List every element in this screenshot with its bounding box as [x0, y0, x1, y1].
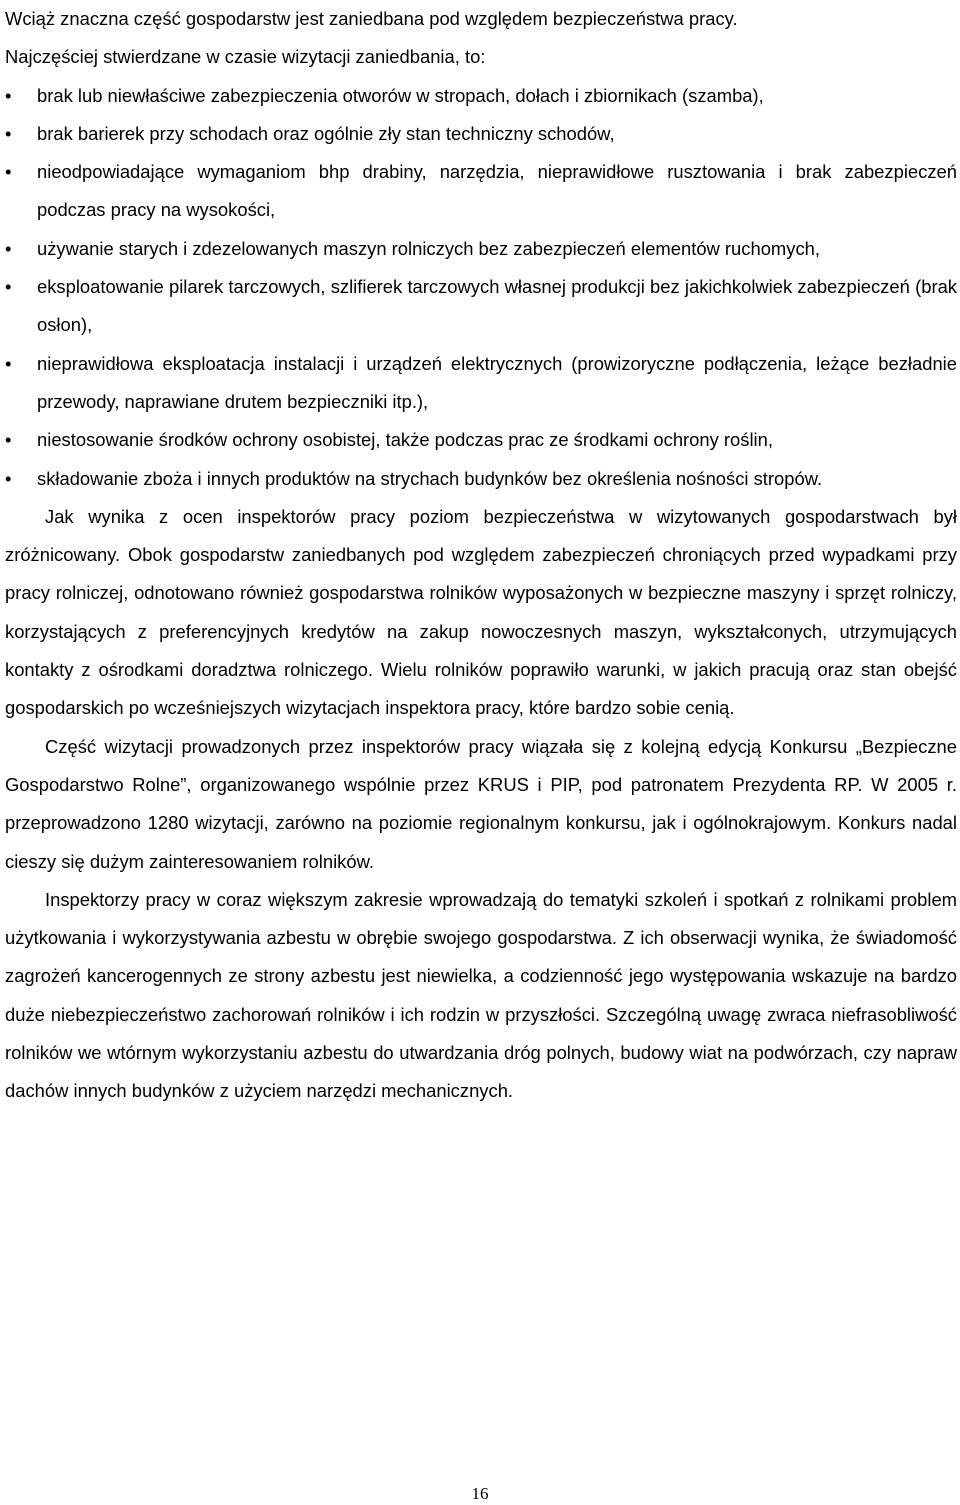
bullet-icon: • — [5, 237, 12, 259]
list-item-text: nieodpowiadające wymaganiom bhp drabiny, narzędzia, nieprawidłowe rusztowania i brak zabezpieczeń podczas pracy na wysokości, — [37, 161, 957, 221]
list-item — [5, 115, 957, 153]
list-item-text: brak lub niewłaściwe zabezpieczenia otworów w stropach, dołach i zbiornikach (szamba), — [37, 84, 764, 106]
list-item-text: używanie starych i zdezelowanych maszyn rolniczych bez zabezpieczeń elementów ruchomych, — [37, 237, 820, 259]
list-item-text: eksploatowanie pilarek tarczowych, szlifierek tarczowych własnej produkcji bez jakichkolwiek zabezpieczeń (brak osłon), — [37, 276, 957, 336]
bullet-icon: • — [5, 161, 12, 183]
bullet-icon: • — [5, 84, 12, 106]
bullet-icon: • — [5, 467, 12, 489]
paragraph-competition: Część wizytacji prowadzonych przez inspektorów pracy wiązała się z kolejną edycją Konkursu „Bezpieczne Gospodarstwo Rolne”, organizowanego wspólnie przez KRUS i PIP, pod patronatem Prezydenta RP. W 2005 r. przeprowadzono 1280 wizytacji, zarówno na poziomie regionalnym konkursu, jak i ogólnokrajowym. Konkurs nadal cieszy się dużym zainteresowaniem rolników. — [5, 735, 957, 872]
document-page — [5, 0, 957, 1111]
list-item-text: brak barierek przy schodach oraz ogólnie zły stan techniczny schodów, — [37, 122, 615, 144]
intro-line-2: Najczęściej stwierdzane w czasie wizytacji zaniedbania, to: — [5, 46, 486, 68]
list-item-text: nieprawidłowa eksploatacja instalacji i urządzeń elektrycznych (prowizoryczne podłączenia, leżące bezładnie przewody, naprawiane drutem bezpieczniki itp.), — [37, 352, 957, 412]
list-item — [5, 460, 957, 498]
bullet-icon: • — [5, 352, 12, 374]
paragraph-safety-level: Jak wynika z ocen inspektorów pracy poziom bezpieczeństwa w wizytowanych gospodarstwach był zróżnicowany. Obok gospodarstw zaniedbanych pod względem zabezpieczeń chroniących przed wypadkami przy pracy rolniczej, odnotowano również gospodarstwa rolników wyposażonych w bezpieczne maszyny i sprzęt rolniczy, korzystających z preferencyjnych kredytów na zakup nowoczesnych maszyn, wykształconych, utrzymujących kontakty z ośrodkami doradztwa rolniczego. Wielu rolników poprawiło warunki, w jakich pracują oraz stan obejść gospodarskich po wcześniejszych wizytacjach inspektora pracy, które bardzo sobie cenią. — [5, 505, 957, 719]
list-item — [5, 153, 957, 230]
hazard-list — [5, 77, 957, 498]
page-number: 16 — [471, 1484, 489, 1503]
bullet-icon: • — [5, 276, 12, 298]
list-item-text: składowanie zboża i innych produktów na strychach budynków bez określenia nośności stropów. — [37, 467, 823, 489]
list-item — [5, 268, 957, 345]
intro-line-1: Wciąż znaczna część gospodarstw jest zaniedbana pod względem bezpieczeństwa pracy. — [5, 8, 738, 29]
list-item — [5, 345, 957, 422]
list-item — [5, 230, 957, 268]
bullet-icon: • — [5, 429, 12, 451]
list-item-text: niestosowanie środków ochrony osobistej, także podczas prac ze środkami ochrony roślin, — [37, 429, 773, 451]
paragraph-asbestos: Inspektorzy pracy w coraz większym zakresie wprowadzają do tematyki szkoleń i spotkań z rolnikami problem użytkowania i wykorzystywania azbestu w obrębie swojego gospodarstwa. Z ich obserwacji wynika, że świadomość zagrożeń kancerogennych ze strony azbestu jest niewielka, a codzienność jego występowania wskazuje na bardzo duże niebezpieczeństwo zachorowań rolników i ich rodzin w przyszłości. Szczególną uwagę zwraca niefrasobliwość rolników we wtórnym wykorzystaniu azbestu do utwardzania dróg polnych, budowy wiat na podwórzach, czy napraw dachów innych budynków z użyciem narzędzi mechanicznych. — [5, 888, 957, 1102]
bullet-icon: • — [5, 122, 12, 144]
list-item — [5, 77, 957, 115]
list-item — [5, 421, 957, 459]
